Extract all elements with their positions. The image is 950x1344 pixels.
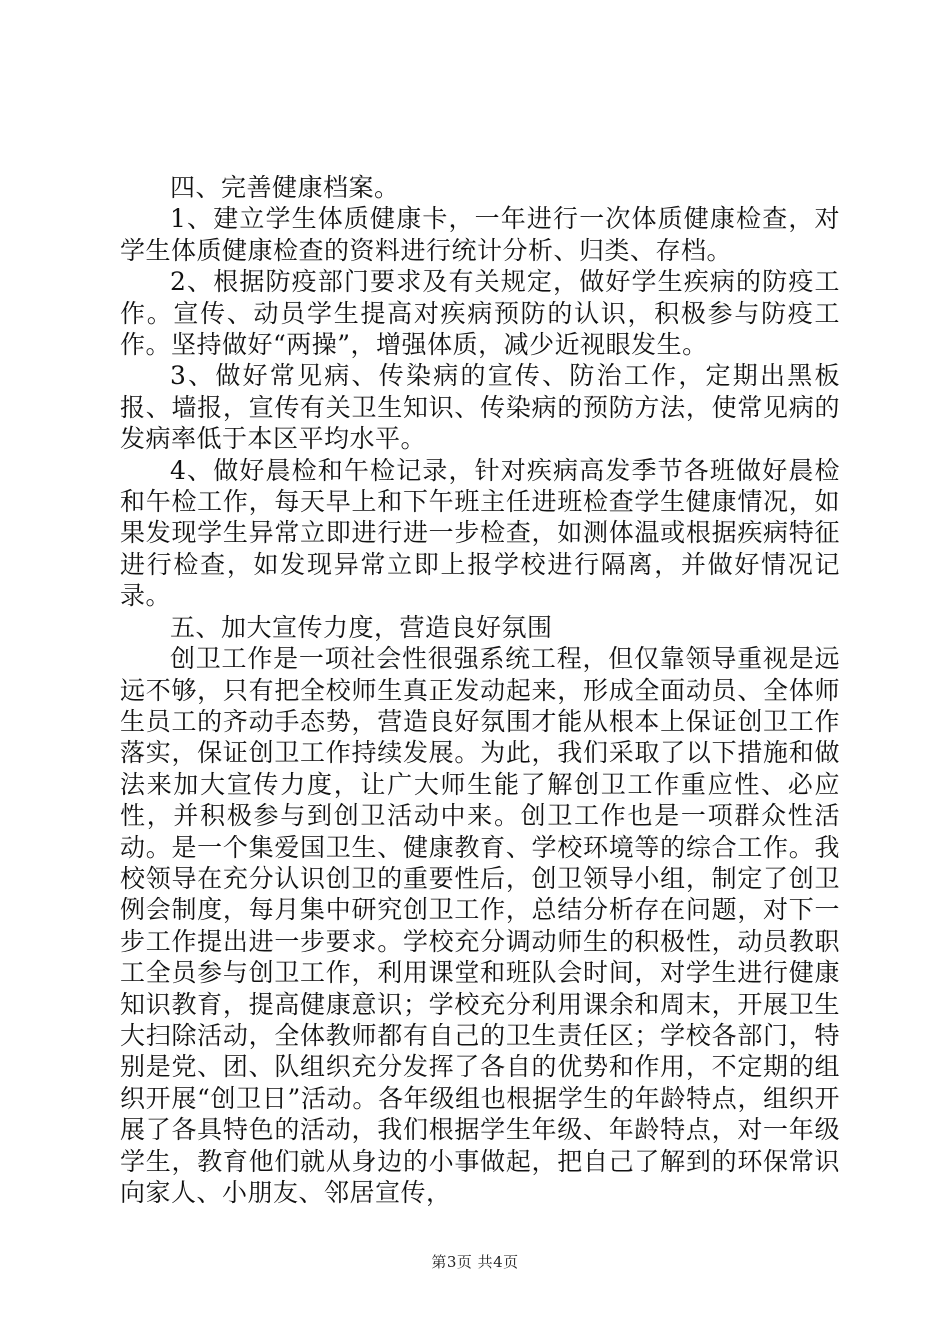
document-body — [120, 172, 840, 1208]
paragraph-item-3: 3、做好常见病、传染病的宣传、防治工作，定期出黑板报、墙报，宣传有关卫生知识、传染病的预防方法，使常见病的发病率低于本区平均水平。 — [120, 361, 840, 454]
paragraph-item-1: 1、建立学生体质健康卡，一年进行一次体质健康检查，对学生体质健康检查的资料进行统计分析、归类、存档。 — [120, 204, 840, 265]
paragraph-item-4: 4、做好晨检和午检记录，针对疾病高发季节各班做好晨检和午检工作，每天早上和下午班主任进班检查学生健康情况，如果发现学生异常立即进行进一步检查，如测体温或根据疾病特征进行检查，如发现异常立即上报学校进行隔离，并做好情况记录。 — [120, 455, 840, 611]
paragraph-item-2: 2、根据防疫部门要求及有关规定，做好学生疾病的防疫工作。宣传、动员学生提高对疾病预防的认识，积极参与防疫工作。坚持做好“两操”，增强体质，减少近视眼发生。 — [120, 267, 840, 360]
section-heading-health-records: 四、完善健康档案。 — [170, 173, 400, 202]
paragraph-publicity-body: 创卫工作是一项社会性很强系统工程，但仅靠领导重视是远远不够，只有把全校师生真正发动起来，形成全面动员、全体师生员工的齐动手态势，营造良好氛围才能从根本上保证创卫工作落实，保证创卫工作持续发展。为此，我们采取了以下措施和做法来加大宣传力度，让广大师生能了解创卫工作重应性、必应性，并积极参与到创卫活动中来。创卫工作也是一项群众性活动。是一个集爱国卫生、健康教育、学校环境等的综合工作。我校领导在充分认识创卫的重要性后，创卫领导小组，制定了创卫例会制度，每月集中研究创卫工作，总结分析存在问题，对下一步工作提出进一步要求。学校充分调动师生的积极性，动员教职工全员参与创卫工作，利用课堂和班队会时间，对学生进行健康知识教育，提高健康意识；学校充分利用课余和周末，开展卫生大扫除活动，全体教师都有自己的卫生责任区；学校各部门，特别是党、团、队组织充分发挥了各自的优势和作用，不定期的组织开展“创卫日”活动。各年级组也根据学生的年龄特点，组织开展了各具特色的活动，我们根据学生年级、年龄特点，对一年级学生，教育他们就从身边的小事做起，把自己了解到的环保常识向家人、小朋友、邻居宣传， — [120, 644, 840, 1207]
section-heading-publicity: 五、加大宣传力度，营造良好氛围 — [170, 612, 553, 642]
page-number-footer: 第3页 共4页 — [431, 1253, 519, 1271]
